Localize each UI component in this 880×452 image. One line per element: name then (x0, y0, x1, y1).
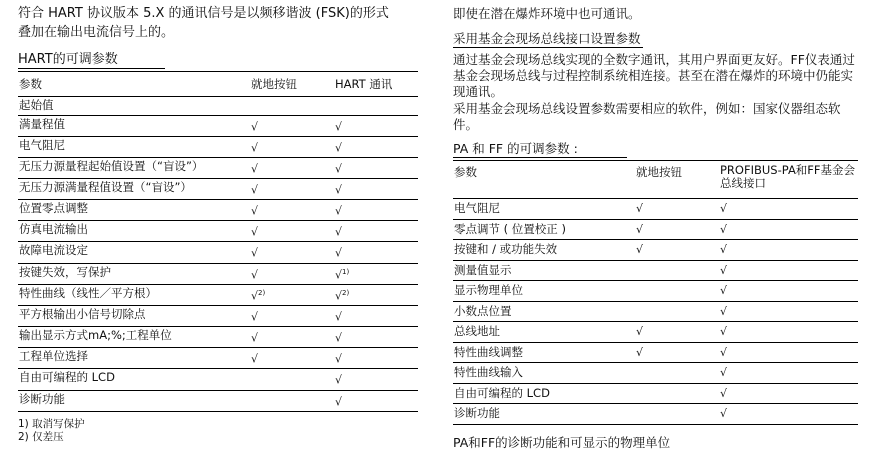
check-mark: √ (251, 289, 259, 303)
footnote-ref: 2) (258, 288, 266, 297)
footnote-ref: 2) (342, 288, 350, 297)
local-button-cell (250, 305, 334, 326)
bus-interface-cell (719, 322, 858, 343)
check-mark: √ (720, 386, 728, 400)
check-mark: √ (251, 204, 259, 218)
table-row (453, 301, 858, 322)
local-button-cell (250, 200, 334, 221)
param-cell: 特性曲线输入 (453, 363, 635, 384)
header-hart: HART 通讯 (334, 72, 418, 97)
check-mark: √ (251, 225, 259, 239)
check-mark: √ (335, 204, 343, 218)
footnote-2: 2) 仅差压 (18, 430, 64, 443)
table-row (18, 136, 418, 157)
check-mark: √ (251, 310, 259, 324)
pa-ff-caption: PA和FF的诊断功能和可显示的物理单位 (453, 434, 671, 450)
hart-cell (334, 284, 418, 305)
table-row (18, 305, 418, 326)
param-cell: 测量值显示 (453, 260, 635, 281)
table-row (18, 263, 418, 284)
table-row (18, 200, 418, 221)
hart-cell (334, 221, 418, 242)
hart-parameter-table (18, 71, 418, 412)
param-cell: 总线地址 (453, 322, 635, 343)
footnote-ref: 1) (342, 267, 350, 276)
table-row (18, 97, 418, 116)
local-button-cell (250, 221, 334, 242)
param-cell: 电气阻尼 (453, 199, 635, 220)
right-top-line: 即使在潜在爆炸环境中也可通讯。 (453, 6, 641, 21)
check-mark: √ (720, 366, 728, 379)
local-button-cell (635, 219, 719, 240)
bus-interface-cell (719, 342, 858, 363)
hart-cell (334, 97, 418, 116)
param-cell: 诊断功能 (453, 404, 635, 425)
table-row (453, 219, 858, 240)
local-button-cell (635, 322, 719, 343)
param-cell: 满量程值 (18, 115, 250, 136)
check-mark: √ (251, 183, 259, 197)
hart-cell (334, 327, 418, 348)
local-button-cell (250, 390, 334, 411)
local-button-cell (250, 97, 334, 116)
check-mark: √ (251, 268, 259, 282)
check-mark: √ (251, 247, 259, 261)
ff-para-2: 采用基金会现场总线设置参数需要相应的软件，例如：国家仪器组态软件。 (453, 101, 841, 132)
bus-interface-cell (719, 404, 858, 425)
local-button-cell (635, 383, 719, 404)
param-cell: 按键和 / 或功能失效 (453, 240, 635, 261)
check-mark: √ (335, 162, 343, 176)
hart-intro-line2: 叠加在输出电流信号上的。 (18, 25, 175, 40)
check-mark: √ (335, 183, 343, 197)
param-cell: 起始值 (18, 97, 250, 116)
param-cell: 特性曲线（线性／平方根） (18, 284, 250, 305)
param-cell: 无压力源量程起始值设置（“盲设”） (18, 157, 250, 178)
param-cell: 小数点位置 (453, 301, 635, 322)
local-button-cell (635, 281, 719, 302)
bus-interface-cell (719, 301, 858, 322)
table-header-row (18, 72, 418, 97)
check-mark: √ (636, 243, 644, 256)
local-button-cell (635, 301, 719, 322)
table-row (18, 178, 418, 199)
table-row (453, 322, 858, 343)
bus-interface-cell (719, 199, 858, 220)
table-row (453, 342, 858, 363)
header-param: 参数 (453, 161, 635, 199)
hart-cell (334, 157, 418, 178)
param-cell: 电气阻尼 (18, 136, 250, 157)
pa-ff-section-title: PA 和 FF 的可调参数 : (453, 140, 627, 158)
check-mark: √ (251, 162, 259, 176)
local-button-cell (250, 242, 334, 263)
table-row (453, 281, 858, 302)
hart-cell (334, 369, 418, 390)
hart-cell (334, 242, 418, 263)
check-mark: √ (720, 284, 728, 297)
local-button-cell (635, 260, 719, 281)
param-cell: 仿真电流输出 (18, 221, 250, 242)
param-cell: 平方根输出小信号切除点 (18, 305, 250, 326)
check-mark: √ (636, 222, 644, 236)
check-mark: √ (335, 331, 343, 345)
check-mark: √ (335, 225, 343, 239)
table-row (18, 284, 418, 305)
check-mark: √ (251, 120, 259, 134)
param-cell: 位置零点调整 (18, 200, 250, 221)
table-row (18, 369, 418, 390)
check-mark: √ (251, 331, 259, 345)
param-cell: 工程单位选择 (18, 348, 250, 369)
header-local-button: 就地按钮 (635, 161, 719, 199)
local-button-cell (250, 115, 334, 136)
table-header-row (453, 161, 858, 199)
hart-cell (334, 305, 418, 326)
local-button-cell (250, 348, 334, 369)
right-column (453, 0, 858, 452)
hart-cell (334, 136, 418, 157)
table-row (453, 260, 858, 281)
hart-cell (334, 390, 418, 411)
table-row (453, 363, 858, 384)
param-cell: 零点调节 ( 位置校正 ) (453, 219, 635, 240)
footnote-1: 1) 取消写保护 (18, 417, 85, 430)
local-button-cell (250, 263, 334, 284)
local-button-cell (250, 178, 334, 199)
check-mark: √ (720, 243, 728, 256)
check-mark: √ (335, 268, 343, 282)
hart-intro-line1: 符合 HART 协议版本 5.X 的通讯信号是以频移谐波 (FSK)的形式 (18, 6, 389, 21)
local-button-cell (635, 404, 719, 425)
hart-section-title: HART的可调参数 (18, 51, 165, 69)
table-row (453, 199, 858, 220)
bus-interface-cell (719, 240, 858, 261)
local-button-cell (250, 136, 334, 157)
left-column (18, 0, 418, 444)
table-row (18, 390, 418, 411)
ff-para-1: 通过基金会现场总线实现的全数字通讯，其用户界面更友好。FF仪表通过基金会现场总线与过程控制系统相连接。甚至在潜在爆炸的环境中仍能实现通讯。 (453, 52, 855, 99)
check-mark: √ (335, 352, 343, 366)
table-row (18, 115, 418, 136)
check-mark: √ (335, 310, 343, 324)
local-button-cell (250, 369, 334, 390)
param-cell: 诊断功能 (18, 390, 250, 411)
table-row (18, 348, 418, 369)
local-button-cell (250, 284, 334, 305)
check-mark: √ (335, 120, 343, 134)
local-button-cell (250, 157, 334, 178)
param-cell: 故障电流设定 (18, 242, 250, 263)
check-mark: √ (720, 202, 728, 215)
header-bus-interface: PROFIBUS-PA和FF基金会总线接口 (719, 161, 858, 199)
check-mark: √ (335, 374, 343, 388)
check-mark: √ (251, 141, 259, 155)
ff-section-title: 采用基金会现场总线接口设置参数 (453, 31, 641, 46)
param-cell: 按键失效，写保护 (18, 263, 250, 284)
check-mark: √ (636, 325, 644, 338)
check-mark: √ (720, 325, 728, 338)
pa-ff-parameter-table (453, 160, 858, 425)
check-mark: √ (335, 289, 343, 303)
hart-cell (334, 348, 418, 369)
hart-cell (334, 115, 418, 136)
check-mark: √ (720, 407, 728, 420)
hart-cell (334, 263, 418, 284)
check-mark: √ (636, 202, 644, 215)
check-mark: √ (636, 345, 644, 359)
table-row (453, 383, 858, 404)
hart-cell (334, 178, 418, 199)
bus-interface-cell (719, 260, 858, 281)
local-button-cell (635, 363, 719, 384)
check-mark: √ (335, 395, 343, 409)
table-row (453, 240, 858, 261)
param-cell: 自由可编程的 LCD (18, 369, 250, 390)
bus-interface-cell (719, 383, 858, 404)
bus-interface-cell (719, 281, 858, 302)
bus-interface-cell (719, 219, 858, 240)
bus-interface-cell (719, 363, 858, 384)
local-button-cell (635, 240, 719, 261)
hart-cell (334, 200, 418, 221)
local-button-cell (635, 199, 719, 220)
check-mark: √ (720, 304, 728, 318)
check-mark: √ (251, 352, 259, 366)
local-button-cell (250, 327, 334, 348)
param-cell: 特性曲线调整 (453, 342, 635, 363)
check-mark: √ (335, 141, 343, 155)
param-cell: 自由可编程的 LCD (453, 383, 635, 404)
param-cell: 无压力源满量程值设置（“盲设”） (18, 178, 250, 199)
table-row (18, 327, 418, 348)
check-mark: √ (335, 247, 343, 261)
check-mark: √ (720, 263, 728, 277)
param-cell: 输出显示方式mA;%;工程单位 (18, 327, 250, 348)
table-row (453, 404, 858, 425)
table-row (18, 242, 418, 263)
header-param: 参数 (18, 72, 250, 97)
check-mark: √ (720, 222, 728, 236)
table-row (18, 221, 418, 242)
check-mark: √ (720, 345, 728, 359)
local-button-cell (635, 342, 719, 363)
table-row (18, 157, 418, 178)
param-cell: 显示物理单位 (453, 281, 635, 302)
header-local-button: 就地按钮 (250, 72, 334, 97)
